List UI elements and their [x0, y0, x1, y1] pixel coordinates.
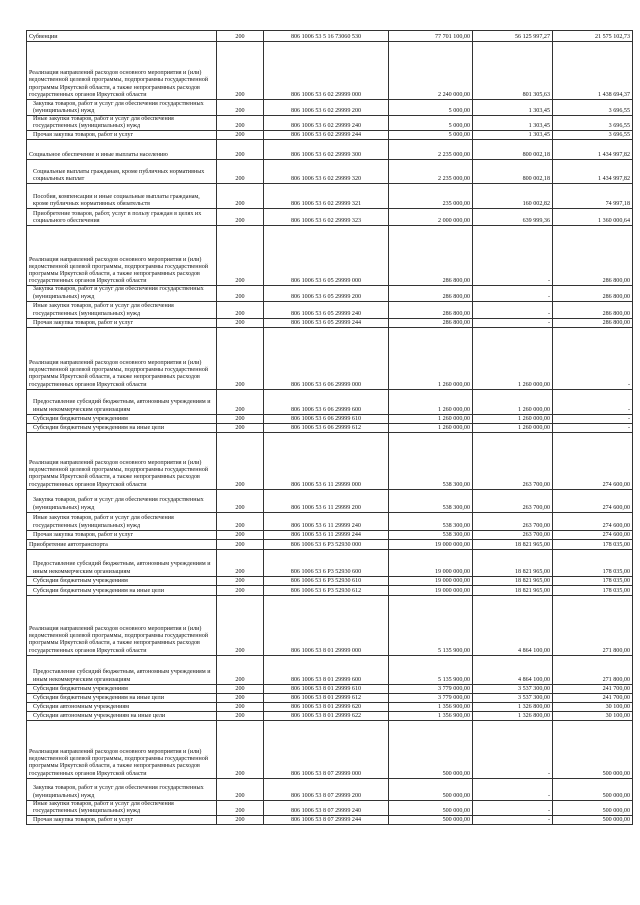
table-row — [27, 423, 633, 432]
unexecuted-amount-cell: 1 360 000,64 — [553, 209, 633, 226]
expense-name-cell: Предоставление субсидий бюджетным, автономным учреждениям и иным некоммерческим организациям — [27, 389, 217, 414]
approved-amount-cell: 538 300,00 — [389, 489, 473, 512]
line-code-cell: 200 — [217, 184, 264, 209]
executed-amount-cell: - — [473, 301, 553, 318]
expense-name-cell: Субсидии бюджетным учреждениям — [27, 414, 217, 423]
table-row — [27, 530, 633, 539]
approved-amount-cell: 538 300,00 — [389, 512, 473, 530]
table-row — [27, 42, 633, 100]
budget-classification-code-cell: 806 1006 53 6 06 29999 600 — [264, 389, 389, 414]
table-row — [27, 800, 633, 815]
budget-classification-code-cell: 806 1006 53 6 06 29999 610 — [264, 414, 389, 423]
unexecuted-amount-cell: 286 800,00 — [553, 318, 633, 327]
table-row — [27, 31, 633, 42]
unexecuted-amount-cell: 74 997,18 — [553, 184, 633, 209]
unexecuted-amount-cell: 274 600,00 — [553, 530, 633, 539]
approved-amount-cell: 538 300,00 — [389, 530, 473, 539]
expense-name-cell: Социальное обеспечение и иные выплаты населению — [27, 140, 217, 160]
executed-amount-cell: 1 303,45 — [473, 131, 553, 140]
executed-amount-cell: - — [473, 286, 553, 301]
unexecuted-amount-cell: 500 000,00 — [553, 720, 633, 778]
table-row — [27, 100, 633, 116]
expense-name-cell: Закупка товаров, работ и услуг для обеспечения государственных (муниципальных) нужд — [27, 286, 217, 301]
unexecuted-amount-cell: 178 035,00 — [553, 585, 633, 595]
expense-name-cell: Реализация направлений расходов основного мероприятия и (или) ведомственной целевой программы, подпрограммы государственной программы Иркутской области, а также непрограммных расходов государственных органов Иркутской области — [27, 720, 217, 778]
expense-name-cell: Реализация направлений расходов основного мероприятия и (или) ведомственной целевой программы, подпрограммы государственной программы Иркутской области, а также непрограммных расходов государственных органов Иркутской области — [27, 432, 217, 489]
executed-amount-cell: 18 821 965,00 — [473, 539, 553, 549]
unexecuted-amount-cell: 178 035,00 — [553, 549, 633, 576]
budget-classification-code-cell: 806 1006 53 6 06 29999 612 — [264, 423, 389, 432]
budget-classification-code-cell: 806 1006 53 6 02 29999 300 — [264, 140, 389, 160]
expense-name-cell: Субсидии автономным учреждениям — [27, 702, 217, 711]
executed-amount-cell: 4 864 100,00 — [473, 655, 553, 684]
executed-amount-cell: 263 700,00 — [473, 432, 553, 489]
approved-amount-cell: 19 000 000,00 — [389, 585, 473, 595]
budget-classification-code-cell: 806 1006 53 6 06 29999 000 — [264, 327, 389, 389]
executed-amount-cell: 1 260 000,00 — [473, 414, 553, 423]
line-code-cell: 200 — [217, 549, 264, 576]
table-row — [27, 655, 633, 684]
line-code-cell: 200 — [217, 209, 264, 226]
line-code-cell: 200 — [217, 816, 264, 825]
table-row — [27, 184, 633, 209]
unexecuted-amount-cell: 286 800,00 — [553, 286, 633, 301]
line-code-cell: 200 — [217, 702, 264, 711]
budget-classification-code-cell: 806 1006 53 6 11 29999 244 — [264, 530, 389, 539]
executed-amount-cell: - — [473, 318, 553, 327]
expense-name-cell: Прочая закупка товаров, работ и услуг — [27, 131, 217, 140]
table-row — [27, 778, 633, 800]
budget-classification-code-cell: 806 1006 53 6 P3 52930 610 — [264, 576, 389, 585]
table-row — [27, 226, 633, 286]
approved-amount-cell: 286 800,00 — [389, 301, 473, 318]
table-row — [27, 539, 633, 549]
unexecuted-amount-cell: 3 696,55 — [553, 116, 633, 131]
expense-name-cell: Приобретение товаров, работ, услуг в пользу граждан в целях их социального обеспечения — [27, 209, 217, 226]
approved-amount-cell: 19 000 000,00 — [389, 539, 473, 549]
unexecuted-amount-cell: 3 696,55 — [553, 131, 633, 140]
line-code-cell: 200 — [217, 318, 264, 327]
expense-name-cell: Реализация направлений расходов основного мероприятия и (или) ведомственной целевой программы, подпрограммы государственной программы Иркутской области, а также непрограммных расходов государственных органов Иркутской области — [27, 595, 217, 655]
expense-name-cell: Реализация направлений расходов основного мероприятия и (или) ведомственной целевой программы, подпрограммы государственной программы Иркутской области, а также непрограммных расходов государственных органов Иркутской области — [27, 42, 217, 100]
unexecuted-amount-cell: 178 035,00 — [553, 576, 633, 585]
budget-execution-table — [26, 30, 633, 825]
table-row — [27, 702, 633, 711]
table-row — [27, 414, 633, 423]
executed-amount-cell: 801 305,63 — [473, 42, 553, 100]
table-body — [27, 31, 633, 825]
expense-name-cell: Предоставление субсидий бюджетным, автономным учреждениям и иным некоммерческим организациям — [27, 549, 217, 576]
approved-amount-cell: 1 260 000,00 — [389, 389, 473, 414]
budget-classification-code-cell: 806 1006 53 6 11 29999 200 — [264, 489, 389, 512]
approved-amount-cell: 19 000 000,00 — [389, 576, 473, 585]
budget-classification-code-cell: 806 1006 53 8 01 29999 620 — [264, 702, 389, 711]
approved-amount-cell: 5 000,00 — [389, 100, 473, 116]
expense-name-cell: Предоставление субсидий бюджетным, автономным учреждениям и иным некоммерческим организациям — [27, 655, 217, 684]
table-row — [27, 389, 633, 414]
unexecuted-amount-cell: 274 600,00 — [553, 512, 633, 530]
table-row — [27, 720, 633, 778]
unexecuted-amount-cell: 286 800,00 — [553, 226, 633, 286]
budget-classification-code-cell: 806 1006 53 6 02 29999 320 — [264, 160, 389, 184]
line-code-cell: 200 — [217, 512, 264, 530]
table-row — [27, 595, 633, 655]
line-code-cell: 200 — [217, 414, 264, 423]
table-row — [27, 512, 633, 530]
expense-name-cell: Иные закупки товаров, работ и услуг для обеспечения государственных (муниципальных) нужд — [27, 116, 217, 131]
expense-name-cell: Прочая закупка товаров, работ и услуг — [27, 816, 217, 825]
approved-amount-cell: 538 300,00 — [389, 432, 473, 489]
line-code-cell: 200 — [217, 800, 264, 815]
line-code-cell: 200 — [217, 720, 264, 778]
executed-amount-cell: 1 260 000,00 — [473, 327, 553, 389]
executed-amount-cell: 1 326 800,00 — [473, 711, 553, 720]
line-code-cell: 200 — [217, 131, 264, 140]
budget-classification-code-cell: 806 1006 53 6 02 29999 200 — [264, 100, 389, 116]
budget-classification-code-cell: 806 1006 53 6 05 29999 000 — [264, 226, 389, 286]
unexecuted-amount-cell: - — [553, 327, 633, 389]
approved-amount-cell: 5 000,00 — [389, 131, 473, 140]
budget-classification-code-cell: 806 1006 53 6 02 29999 240 — [264, 116, 389, 131]
executed-amount-cell: 263 700,00 — [473, 530, 553, 539]
budget-classification-code-cell: 806 1006 53 6 02 29999 000 — [264, 42, 389, 100]
approved-amount-cell: 3 779 000,00 — [389, 684, 473, 693]
line-code-cell: 200 — [217, 576, 264, 585]
executed-amount-cell: 160 002,82 — [473, 184, 553, 209]
executed-amount-cell: 263 700,00 — [473, 512, 553, 530]
expense-name-cell: Пособия, компенсации и иные социальные выплаты гражданам, кроме публичных нормативных обязательств — [27, 184, 217, 209]
executed-amount-cell: 263 700,00 — [473, 489, 553, 512]
approved-amount-cell: 2 235 000,00 — [389, 140, 473, 160]
approved-amount-cell: 2 235 000,00 — [389, 160, 473, 184]
budget-classification-code-cell: 806 1006 53 8 07 29999 240 — [264, 800, 389, 815]
unexecuted-amount-cell: 178 035,00 — [553, 539, 633, 549]
budget-classification-code-cell: 806 1006 53 6 02 29999 244 — [264, 131, 389, 140]
line-code-cell: 200 — [217, 684, 264, 693]
expense-name-cell: Реализация направлений расходов основного мероприятия и (или) ведомственной целевой программы, подпрограммы государственной программы Иркутской области, а также непрограммных расходов государственных органов Иркутской области — [27, 226, 217, 286]
approved-amount-cell: 1 260 000,00 — [389, 327, 473, 389]
table-row — [27, 576, 633, 585]
approved-amount-cell: 19 000 000,00 — [389, 549, 473, 576]
budget-classification-code-cell: 806 1006 53 5 16 73060 530 — [264, 31, 389, 42]
table-row — [27, 301, 633, 318]
table-row — [27, 684, 633, 693]
budget-classification-code-cell: 806 1006 53 6 05 29999 240 — [264, 301, 389, 318]
budget-classification-code-cell: 806 1006 53 6 05 29999 244 — [264, 318, 389, 327]
expense-name-cell: Приобретение автотранспорта — [27, 539, 217, 549]
budget-classification-code-cell: 806 1006 53 6 02 29999 321 — [264, 184, 389, 209]
executed-amount-cell: - — [473, 720, 553, 778]
budget-classification-code-cell: 806 1006 53 8 07 29999 200 — [264, 778, 389, 800]
executed-amount-cell: - — [473, 778, 553, 800]
expense-name-cell: Субсидии бюджетным учреждениям на иные цели — [27, 693, 217, 702]
table-row — [27, 693, 633, 702]
approved-amount-cell: 2 240 000,00 — [389, 42, 473, 100]
table-row — [27, 131, 633, 140]
expense-name-cell: Прочая закупка товаров, работ и услуг — [27, 530, 217, 539]
unexecuted-amount-cell: 500 000,00 — [553, 778, 633, 800]
table-row — [27, 585, 633, 595]
unexecuted-amount-cell: 1 434 997,82 — [553, 140, 633, 160]
executed-amount-cell: 56 125 997,27 — [473, 31, 553, 42]
unexecuted-amount-cell: 30 100,00 — [553, 702, 633, 711]
approved-amount-cell: 286 800,00 — [389, 226, 473, 286]
line-code-cell: 200 — [217, 301, 264, 318]
line-code-cell: 200 — [217, 693, 264, 702]
unexecuted-amount-cell: 500 000,00 — [553, 816, 633, 825]
line-code-cell: 200 — [217, 595, 264, 655]
budget-classification-code-cell: 806 1006 53 6 11 29999 000 — [264, 432, 389, 489]
budget-classification-code-cell: 806 1006 53 6 05 29999 200 — [264, 286, 389, 301]
table-row — [27, 549, 633, 576]
table-row — [27, 318, 633, 327]
line-code-cell: 200 — [217, 432, 264, 489]
budget-classification-code-cell: 806 1006 53 8 01 29999 622 — [264, 711, 389, 720]
unexecuted-amount-cell: 3 696,55 — [553, 100, 633, 116]
unexecuted-amount-cell: 274 600,00 — [553, 489, 633, 512]
unexecuted-amount-cell: 30 100,00 — [553, 711, 633, 720]
unexecuted-amount-cell: - — [553, 389, 633, 414]
approved-amount-cell: 2 000 000,00 — [389, 209, 473, 226]
budget-classification-code-cell: 806 1006 53 8 01 29999 612 — [264, 693, 389, 702]
table-row — [27, 209, 633, 226]
expense-name-cell: Субсидии бюджетным учреждениям на иные цели — [27, 423, 217, 432]
table-row — [27, 116, 633, 131]
executed-amount-cell: 4 864 100,00 — [473, 595, 553, 655]
line-code-cell: 200 — [217, 423, 264, 432]
line-code-cell: 200 — [217, 327, 264, 389]
expense-name-cell: Субвенции — [27, 31, 217, 42]
unexecuted-amount-cell: 286 800,00 — [553, 301, 633, 318]
executed-amount-cell: 3 537 300,00 — [473, 684, 553, 693]
expense-name-cell: Прочая закупка товаров, работ и услуг — [27, 318, 217, 327]
executed-amount-cell: 800 002,18 — [473, 160, 553, 184]
unexecuted-amount-cell: 1 438 694,37 — [553, 42, 633, 100]
executed-amount-cell: 800 002,18 — [473, 140, 553, 160]
unexecuted-amount-cell: 241 700,00 — [553, 684, 633, 693]
line-code-cell: 200 — [217, 530, 264, 539]
executed-amount-cell: 3 537 300,00 — [473, 693, 553, 702]
table-row — [27, 140, 633, 160]
line-code-cell: 200 — [217, 160, 264, 184]
budget-classification-code-cell: 806 1006 53 6 11 29999 240 — [264, 512, 389, 530]
expense-name-cell: Субсидии бюджетным учреждениям на иные цели — [27, 585, 217, 595]
line-code-cell: 200 — [217, 711, 264, 720]
line-code-cell: 200 — [217, 539, 264, 549]
line-code-cell: 200 — [217, 489, 264, 512]
executed-amount-cell: - — [473, 816, 553, 825]
line-code-cell: 200 — [217, 140, 264, 160]
table-row — [27, 160, 633, 184]
executed-amount-cell: 1 326 800,00 — [473, 702, 553, 711]
executed-amount-cell: 1 303,45 — [473, 116, 553, 131]
approved-amount-cell: 1 260 000,00 — [389, 423, 473, 432]
table-row — [27, 711, 633, 720]
line-code-cell: 200 — [217, 585, 264, 595]
budget-classification-code-cell: 806 1006 53 6 P3 52930 000 — [264, 539, 389, 549]
expense-name-cell: Закупка товаров, работ и услуг для обеспечения государственных (муниципальных) нужд — [27, 489, 217, 512]
approved-amount-cell: 235 000,00 — [389, 184, 473, 209]
line-code-cell: 200 — [217, 655, 264, 684]
table-row — [27, 489, 633, 512]
unexecuted-amount-cell: 271 800,00 — [553, 595, 633, 655]
line-code-cell: 200 — [217, 226, 264, 286]
expense-name-cell: Реализация направлений расходов основного мероприятия и (или) ведомственной целевой программы, подпрограммы государственной программы Иркутской области, а также непрограммных расходов государственных органов Иркутской области — [27, 327, 217, 389]
approved-amount-cell: 3 779 000,00 — [389, 693, 473, 702]
approved-amount-cell: 1 260 000,00 — [389, 414, 473, 423]
expense-name-cell: Иные закупки товаров, работ и услуг для обеспечения государственных (муниципальных) нужд — [27, 301, 217, 318]
table-row — [27, 327, 633, 389]
expense-name-cell: Социальные выплаты гражданам, кроме публичных нормативных социальных выплат — [27, 160, 217, 184]
unexecuted-amount-cell: - — [553, 414, 633, 423]
budget-classification-code-cell: 806 1006 53 8 01 29999 600 — [264, 655, 389, 684]
line-code-cell: 200 — [217, 116, 264, 131]
expense-name-cell: Субсидии автономным учреждениям на иные цели — [27, 711, 217, 720]
executed-amount-cell: 18 821 965,00 — [473, 585, 553, 595]
line-code-cell: 200 — [217, 100, 264, 116]
budget-classification-code-cell: 806 1006 53 6 P3 52930 612 — [264, 585, 389, 595]
budget-classification-code-cell: 806 1006 53 8 07 29999 000 — [264, 720, 389, 778]
expense-name-cell: Субсидии бюджетным учреждениям — [27, 576, 217, 585]
unexecuted-amount-cell: - — [553, 423, 633, 432]
expense-name-cell: Субсидии бюджетным учреждениям — [27, 684, 217, 693]
approved-amount-cell: 77 701 100,00 — [389, 31, 473, 42]
unexecuted-amount-cell: 274 600,00 — [553, 432, 633, 489]
approved-amount-cell: 5 135 900,00 — [389, 655, 473, 684]
executed-amount-cell: 18 821 965,00 — [473, 549, 553, 576]
executed-amount-cell: 18 821 965,00 — [473, 576, 553, 585]
table-row — [27, 286, 633, 301]
expense-name-cell: Закупка товаров, работ и услуг для обеспечения государственных (муниципальных) нужд — [27, 100, 217, 116]
executed-amount-cell: 1 260 000,00 — [473, 389, 553, 414]
executed-amount-cell: - — [473, 226, 553, 286]
line-code-cell: 200 — [217, 31, 264, 42]
line-code-cell: 200 — [217, 286, 264, 301]
approved-amount-cell: 286 800,00 — [389, 318, 473, 327]
approved-amount-cell: 1 356 900,00 — [389, 711, 473, 720]
expense-name-cell: Иные закупки товаров, работ и услуг для обеспечения государственных (муниципальных) нужд — [27, 800, 217, 815]
budget-classification-code-cell: 806 1006 53 6 P3 52930 600 — [264, 549, 389, 576]
unexecuted-amount-cell: 241 700,00 — [553, 693, 633, 702]
executed-amount-cell: 1 303,45 — [473, 100, 553, 116]
approved-amount-cell: 5 135 900,00 — [389, 595, 473, 655]
executed-amount-cell: 1 260 000,00 — [473, 423, 553, 432]
line-code-cell: 200 — [217, 778, 264, 800]
expense-name-cell: Закупка товаров, работ и услуг для обеспечения государственных (муниципальных) нужд — [27, 778, 217, 800]
expense-name-cell: Иные закупки товаров, работ и услуг для обеспечения государственных (муниципальных) нужд — [27, 512, 217, 530]
table-row — [27, 816, 633, 825]
budget-classification-code-cell: 806 1006 53 8 01 29999 000 — [264, 595, 389, 655]
table-row — [27, 432, 633, 489]
unexecuted-amount-cell: 271 800,00 — [553, 655, 633, 684]
approved-amount-cell: 500 000,00 — [389, 800, 473, 815]
executed-amount-cell: - — [473, 800, 553, 815]
unexecuted-amount-cell: 1 434 997,82 — [553, 160, 633, 184]
line-code-cell: 200 — [217, 42, 264, 100]
line-code-cell: 200 — [217, 389, 264, 414]
approved-amount-cell: 500 000,00 — [389, 720, 473, 778]
executed-amount-cell: 639 999,36 — [473, 209, 553, 226]
unexecuted-amount-cell: 500 000,00 — [553, 800, 633, 815]
unexecuted-amount-cell: 21 575 102,73 — [553, 31, 633, 42]
budget-classification-code-cell: 806 1006 53 6 02 29999 323 — [264, 209, 389, 226]
approved-amount-cell: 286 800,00 — [389, 286, 473, 301]
approved-amount-cell: 1 356 900,00 — [389, 702, 473, 711]
approved-amount-cell: 500 000,00 — [389, 778, 473, 800]
approved-amount-cell: 500 000,00 — [389, 816, 473, 825]
budget-report-sheet — [26, 30, 632, 825]
budget-classification-code-cell: 806 1006 53 8 07 29999 244 — [264, 816, 389, 825]
budget-classification-code-cell: 806 1006 53 8 01 29999 610 — [264, 684, 389, 693]
approved-amount-cell: 5 000,00 — [389, 116, 473, 131]
